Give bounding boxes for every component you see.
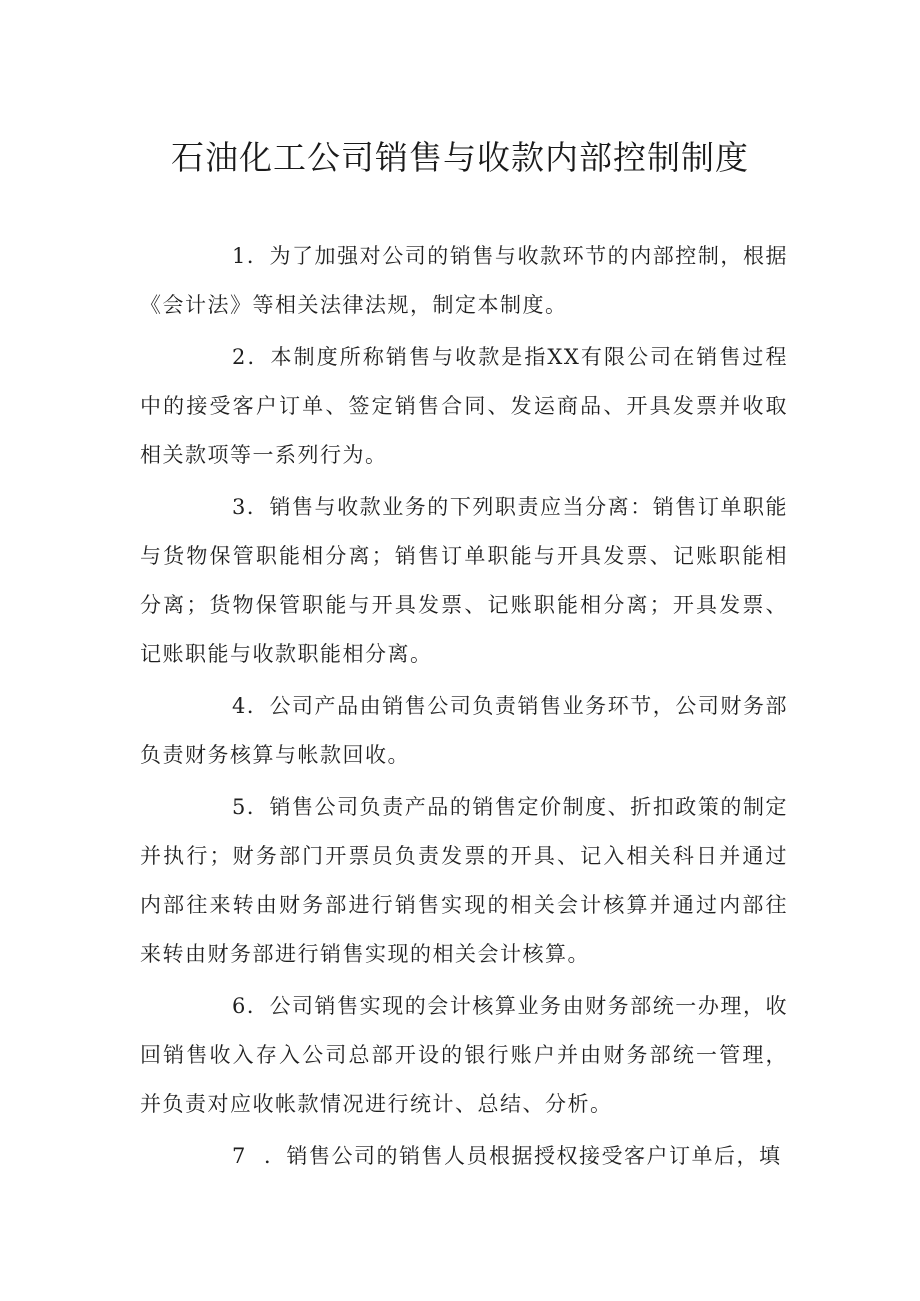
paragraph-text: ．销售公司负责产品的销售定价制度、折扣政策的制定并执行；财务部门开票员负责发票的开具、记入相关科日并通过内部往来转由财务部进行销售实现的相关会计核算并通过内部往来转由财务部进行销售实现的相关会计核算。 [140,795,788,966]
paragraph-number: 7 [232,1144,247,1168]
paragraph-text: ．公司产品由销售公司负责销售业务环节，公司财务部负责财务核算与帐款回收。 [140,694,788,767]
paragraph-number: 4 [232,694,247,718]
paragraph-text: ．为了加强对公司的销售与收款环节的内部控制，根据《会计法》等相关法律法规，制定本制度。 [140,244,788,317]
paragraph-number: 6 [232,994,247,1018]
document-body [140,232,788,1184]
paragraph-2 [140,333,788,483]
document-title: 石油化工公司销售与收款内部控制制度 [171,138,749,177]
paragraph-number: 2 [232,345,247,369]
paragraph-text: ．本制度所称销售与收款是指XX有限公司在销售过程中的接受客户订单、签定销售合同、发运商品、开具发票并收取相关款项等一系列行为。 [140,345,788,467]
paragraph-number: 3 [232,495,247,519]
paragraph-6 [140,982,788,1132]
paragraph-7 [140,1132,788,1184]
paragraph-4 [140,682,788,783]
paragraph-3 [140,483,788,682]
paragraph-text: ．公司销售实现的会计核算业务由财务部统一办理，收回销售收入存入公司总部开设的银行账户并由财务部统一管理，并负责对应收帐款情况进行统计、总结、分析。 [140,994,788,1116]
paragraph-number: 5 [232,795,247,819]
paragraph-text: ．销售与收款业务的下列职责应当分离：销售订单职能与货物保管职能相分离；销售订单职能与开具发票、记账职能相分离；货物保管职能与开具发票、记账职能相分离；开具发票、记账职能与收款职能相分离。 [140,495,788,666]
paragraph-text: ．销售公司的销售人员根据授权接受客户订单后，填 [264,1144,782,1168]
paragraph-5 [140,783,788,982]
paragraph-number: 1 [232,244,247,268]
paragraph-1 [140,232,788,333]
